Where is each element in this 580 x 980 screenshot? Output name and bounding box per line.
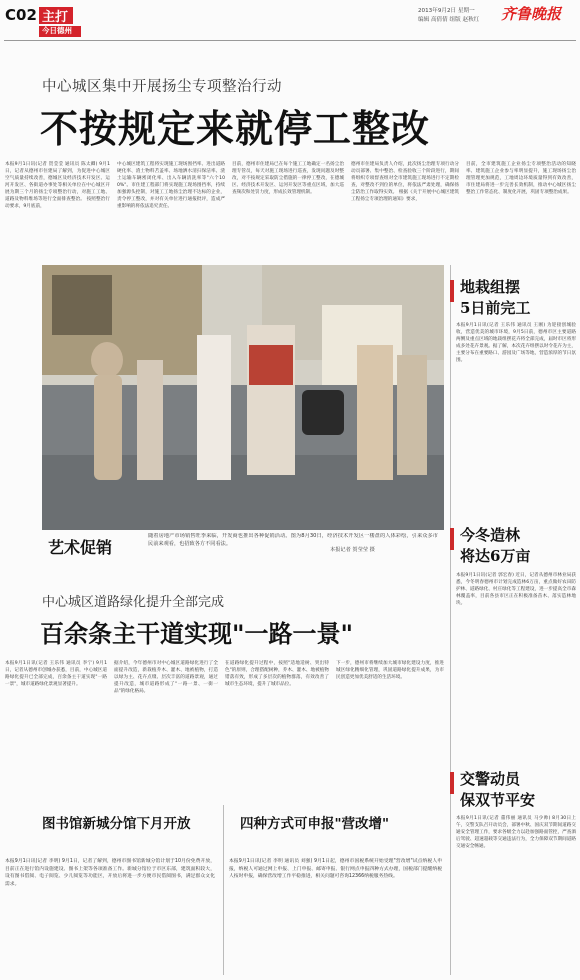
sidebar-item3-headline-1: 交警动员: [460, 770, 521, 788]
second-kicker: 中心城区道路绿化提升全部完成: [42, 595, 225, 610]
sidebar-item2-headline-1: 今冬造林: [460, 526, 521, 544]
lead-col-1: 本报9月1日讯(记者 贺莹莹 通讯员 陈太卿) 9月1日，记者从德州市住建局了解到，为促进中心城区空气质量持续改善，德城区及经济技术开发区、运河开发区、各街道办事处等相关单位在中心城区开展为期三个月的扬尘专项整治行动，对施工工地、道路及物料堆场等进行全面排查整治。 按照整治行动要求，9月底前，: [5, 162, 110, 209]
second-col-3: 在道路绿化提升过程中，按照"适地适树、突出特色"的原则，合理搭配树种，乔木、灌木、地被植物错落有致，形成了多层次的植物群落，有效改善了城市生态环境，提升了城市品位。: [225, 661, 329, 687]
masthead-divider: [4, 40, 576, 41]
logo: 齐鲁晚报: [501, 5, 562, 23]
photo-illustration: [42, 265, 444, 530]
sidebar-item1-headline-2: 5日前完工: [460, 299, 531, 317]
lead-col-4: 德州市住建局负责人介绍，此次扬尘治理专项行动分动员部署、集中整治、检查验收三个阶段进行，期间将组织专项督查组对全市建筑施工现场进行不定期检查，对整改不到位的单位，将依法严肃处理，确保扬尘防治工作取得实效。 根据《关于开展中心城区建筑工程扬尘专项治理的通知》要求，: [351, 162, 459, 202]
photo-credit: 本报记者 贺莹莹 摄: [330, 547, 375, 553]
sidebar-item2-headline-2: 将达6万亩: [460, 547, 531, 565]
sidebar-item1-body: 本报9月1日讯(记者 王乐伟 通讯员 王刚) 为迎接创城验收，营造优美的城市环境，9月5日前，德州市区主要道路两侧及重点区域的地栽组摆花卉将全部完成，届时市区将形成多处花卉景观。据了解，本次花卉组摆以时令花卉为主，主要分布在重要路口、游园及广场等地，营造浓厚的节日氛围。: [456, 323, 576, 363]
sidebar-item3-bar: [450, 772, 454, 794]
sidebar-item3-headline-2: 保双节平安: [460, 791, 536, 809]
booking-body: 本报9月1日讯(记者 李明 通讯员 刘强) 9月1日起，德州市国税系统开始受理"营改增"试点纳税人申报，纳税人可通过网上申报、上门申报、邮寄申报、银行网点申报四种方式办理，国税部门提醒纳税人按时申报，确保营改增工作平稳推进，相关问题可咨询12366纳税服务热线。: [229, 859, 442, 879]
sidebar-divider: [450, 265, 451, 975]
date-line: 2013年9月2日 星期一: [418, 8, 475, 14]
photo-caption: 随着房地产市场销售旺季来临，开发商也推出各种促销活动。图为8月30日，经济技术开发区一楼盘的人体彩绘，引来众多市民前来观看，也招致各方不同看法。: [148, 533, 438, 547]
second-col-2: 据介绍，今年德州市对中心城区道路绿化进行了全面提升改造，新栽植乔木、灌木、地被植物，打造以绿为主、花卉点缀、层次丰富的道路景观，通过提升改造，城市道路形成了"一路一景、一街一品"的绿化格局。: [114, 661, 218, 694]
news-photo: [42, 265, 444, 530]
bottom-column-divider: [223, 805, 224, 975]
booking-headline: 四种方式可申报"营改增": [240, 816, 390, 832]
sidebar-item3-body: 本报9月1日讯(记者 董伟丽 通讯员 马少帅) 8月30日上午，交警支队召开动员会，部署中秋、国庆双节期间道路交通安全管理工作，要求各级全力以赴加强路面管控，严查酒后驾驶、超速超载等交通违法行为，全力保障双节期间道路交通安全畅通。: [456, 816, 576, 849]
editor-line: 编辑 高倩倩 组版 赵秋红: [418, 17, 480, 23]
lead-kicker: 中心城区集中开展扬尘专项整治行动: [42, 79, 282, 95]
lead-headline: 不按规定来就停工整改: [40, 107, 431, 151]
photo-side-title: 艺术促销: [48, 538, 113, 557]
sidebar-item1-headline-1: 地栽组摆: [460, 278, 521, 296]
sidebar-item1-bar: [450, 280, 454, 302]
lead-col-3: 目前，德州市住建局已在每个施工工地确定一名扬尘治理专管员，每天对施工现场进行巡查，发现问题及时整改，对不按规定采取防尘措施的一律停工整改，在德城区、经济技术开发区、运河开发区等重点区域，加大巡查频次和处罚力度，形成长效管理机制。: [232, 162, 344, 195]
library-body: 本报9月1日讯(记者 李明) 9月1日，记者了解到，德州市图书馆新城分馆计划于10月份免费开放，目前正在进行馆内设施建设、图书上架等各项准备工作。新城分馆位于市区东部，建筑面积较大，设有图书借阅、电子阅览、少儿阅览等功能区，开放后将进一步方便市民借阅图书，满足群众文化需求。: [5, 859, 215, 887]
library-headline: 图书馆新城分馆下月开放: [42, 816, 191, 832]
second-col-4: 下一步，德州市将继续加大城市绿化建设力度，推进城区绿化精细化管理，巩固道路绿化提升成果，为市民创造更加优美舒适的生活环境。: [336, 661, 444, 680]
sidebar-item2-body: 本报9月1日讯(记者 郭宏春) 近日，记者从德州市林业局获悉，今冬明春德州市计划完成造林6万亩，重点做好农田防护林、道路绿化、村庄绿化等工程建设，进一步提高全市森林覆盖率，目前各县市区正在积极准备苗木、落实造林地块。: [456, 573, 576, 606]
second-headline: 百余条主干道实现"一路一景": [40, 620, 354, 648]
masthead: [0, 0, 580, 44]
lead-col-2: 中心城区建筑工程将实现施工现场围挡率、进出道路硬化率、渣土物料苫盖率、场地洒水清扫保洁率、渣土运输车辆密闭化率、出入车辆清洗率等"六个100%"。市住建工程部门将实现施工现场围挡率，持续加强源头控制，对施工工地扬尘治理不达标的企业，责令停工整改，并对有关单位进行通报批评，造成严重影响的将依法追究责任。: [117, 162, 225, 209]
sidebar-item2-bar: [450, 528, 454, 550]
page-number: C02: [5, 6, 37, 24]
section-label: 主打: [42, 10, 69, 25]
subsection-label: 今日德州: [42, 26, 72, 35]
lead-col-5: 目前，全市建筑施工企业扬尘专项整治活动的知晓率、建筑施工企业参与率明显提升，施工现场扬尘治理管理更加规范，工地周边环境质量得到有效改善，市住建局将进一步完善长效机制，推动中心城区扬尘整治工作常态化、制度化开展，巩固专项整治成果。: [466, 162, 576, 195]
second-col-1: 本报9月1日讯(记者 王乐伟 通讯员 李宁) 9月1日，记者从德州市创城办获悉，目前，中心城区道路绿化提升已全部完成，百余条主干道实现"一路一景"，城市道路绿化景观显著提升。: [5, 661, 107, 687]
